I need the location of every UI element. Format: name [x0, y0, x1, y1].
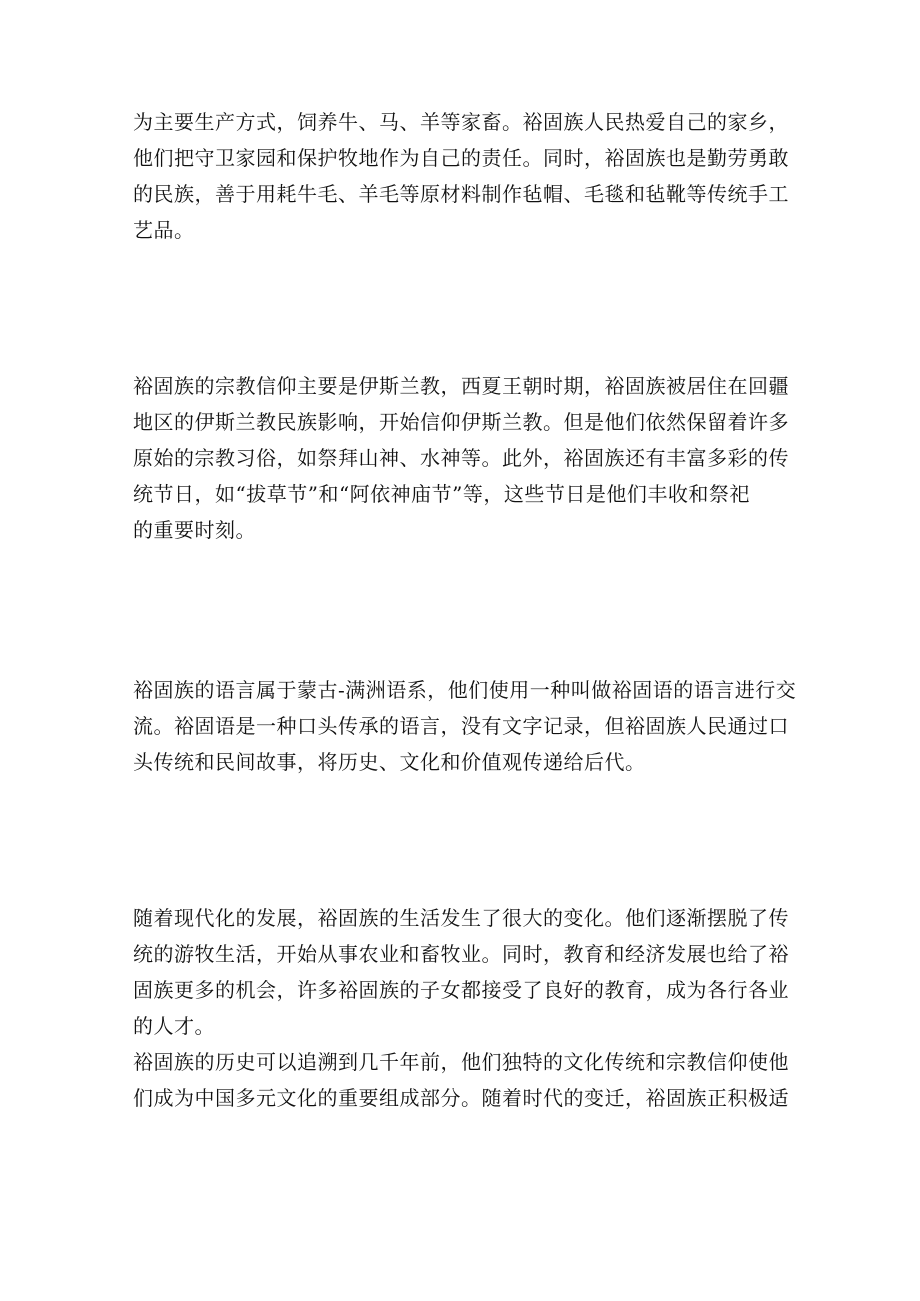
text-line: 地区的伊斯兰教民族影响，开始信仰伊斯兰教。但是他们依然保留着许多: [133, 410, 789, 434]
paragraph-modernization: [133, 900, 793, 1116]
text-line: 裕固族的历史可以追溯到几千年前，他们独特的文化传统和宗教信仰使他: [133, 1050, 789, 1074]
text-line: 统的游牧生活，开始从事农业和畜牧业。同时，教育和经济发展也给了裕: [133, 942, 789, 966]
text-line: 他们把守卫家园和保护牧地作为自己的责任。同时，裕固族也是勤劳勇敢: [133, 146, 789, 170]
text-line: 裕固族的宗教信仰主要是伊斯兰教，西夏王朝时期，裕固族被居住在回疆: [133, 374, 789, 398]
text-line: 原始的宗教习俗，如祭拜山神、水神等。此外，裕固族还有丰富多彩的传: [133, 446, 789, 470]
text-line: 的人才。: [133, 1014, 215, 1038]
paragraph-livelihood: [133, 104, 793, 248]
text-line: 们成为中国多元文化的重要组成部分。随着时代的变迁，裕固族正积极适: [133, 1086, 789, 1110]
text-line: 固族更多的机会，许多裕固族的子女都接受了良好的教育，成为各行各业: [133, 978, 789, 1002]
text-line: 为主要生产方式，饲养牛、马、羊等家畜。裕固族人民热爱自己的家乡，: [133, 110, 789, 134]
text-line: 裕固族的语言属于蒙古-满洲语系，他们使用一种叫做裕固语的语言进行交: [133, 678, 797, 702]
text-line: 的民族，善于用耗牛毛、羊毛等原材料制作毡帽、毛毯和毡靴等传统手工: [133, 182, 789, 206]
text-line: 头传统和民间故事，将历史、文化和价值观传递给后代。: [133, 750, 646, 774]
paragraph-language: [133, 672, 797, 780]
paragraph-religion: [133, 368, 793, 548]
text-line: 流。裕固语是一种口头传承的语言，没有文字记录，但裕固族人民通过口: [133, 714, 789, 738]
text-line: 的重要时刻。: [133, 518, 256, 542]
text-line: 艺品。: [133, 218, 195, 242]
text-line: 统节日，如“拔草节”和“阿依神庙节”等，这些节日是他们丰收和祭祀: [133, 482, 750, 506]
text-line: 随着现代化的发展，裕固族的生活发生了很大的变化。他们逐渐摆脱了传: [133, 906, 789, 930]
